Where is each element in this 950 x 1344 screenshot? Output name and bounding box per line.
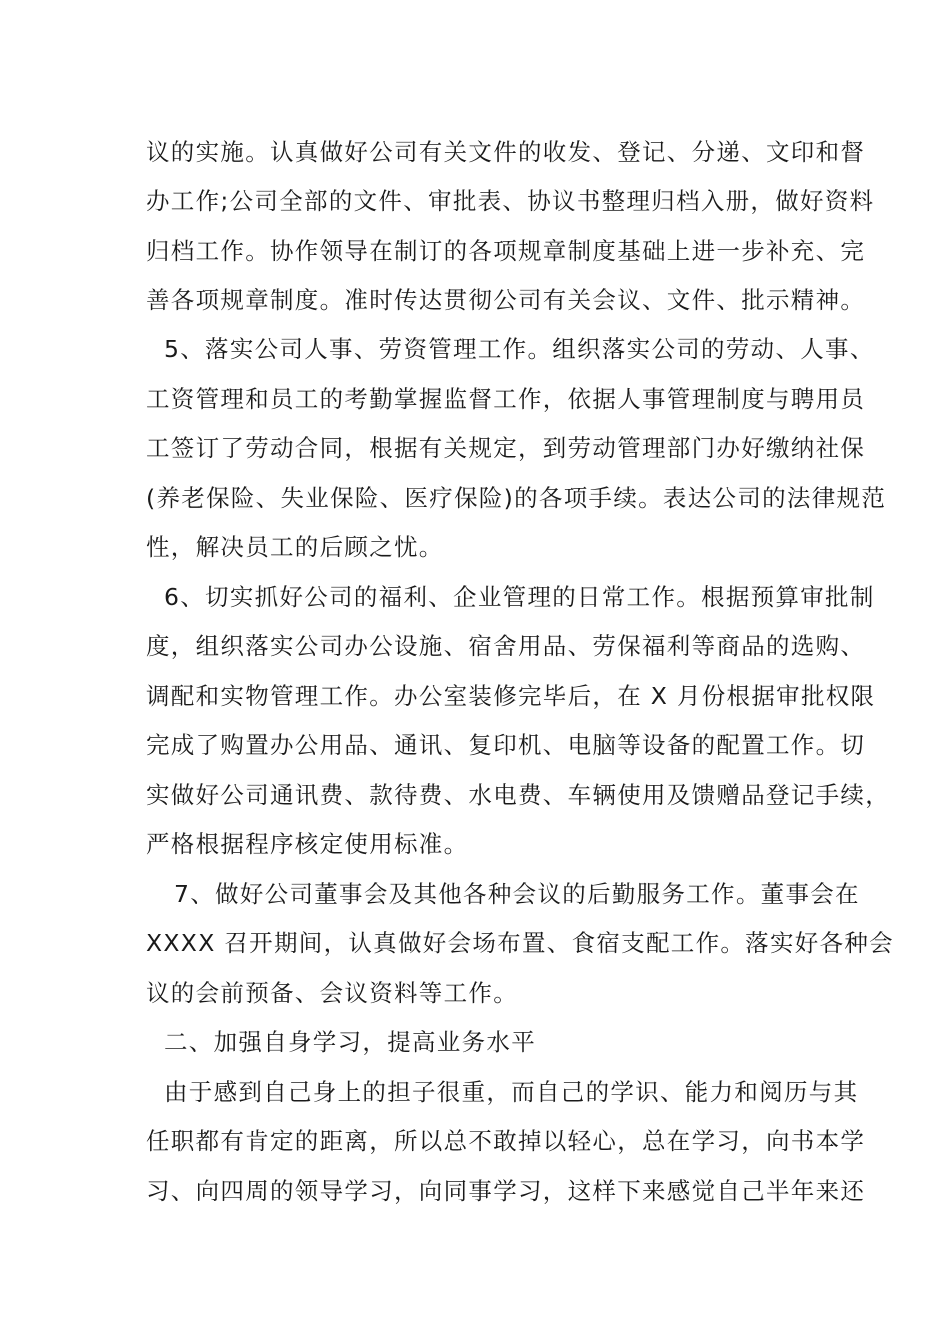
text-line: 议的会前预备、会议资料等工作。 <box>146 979 518 1007</box>
text-line: 实做好公司通讯费、款待费、水电费、车辆使用及馈赠品登记手续， <box>146 781 890 809</box>
text-line: 任职都有肯定的距离，所以总不敢掉以轻心，总在学习，向书本学 <box>146 1127 866 1155</box>
text-line: 习、向四周的领导学习，向同事学习，这样下来感觉自己半年来还 <box>146 1177 866 1205</box>
text-line: 议的实施。认真做好公司有关文件的收发、登记、分递、文印和督 <box>146 138 866 166</box>
section-heading: 二、加强自身学习，提高业务水平 <box>164 1028 536 1056</box>
text-line: 工签订了劳动合同，根据有关规定，到劳动管理部门办好缴纳社保 <box>146 434 866 462</box>
text-line: 严格根据程序核定使用标准。 <box>146 830 469 858</box>
text-line: 性，解决员工的后顾之忧。 <box>146 533 444 561</box>
text-line: 调配和实物管理工作。办公室装修完毕后，在 X 月份根据审批权限 <box>146 682 876 710</box>
text-line: 归档工作。协作领导在制订的各项规章制度基础上进一步补充、完 <box>146 237 866 265</box>
paragraph-first-line: 6、切实抓好公司的福利、企业管理的日常工作。根据预算审批制 <box>164 583 875 611</box>
text-line: 度，组织落实公司办公设施、宿舍用品、劳保福利等商品的选购、 <box>146 632 866 660</box>
text-line: 办工作;公司全部的文件、审批表、协议书整理归档入册，做好资料 <box>146 187 875 215</box>
text-line: XXXX 召开期间，认真做好会场布置、食宿支配工作。落实好各种会 <box>146 929 894 957</box>
text-line: 工资管理和员工的考勤掌握监督工作，依据人事管理制度与聘用员 <box>146 385 866 413</box>
text-line: 完成了购置办公用品、通讯、复印机、电脑等设备的配置工作。切 <box>146 731 866 759</box>
text-line: (养老保险、失业保险、医疗保险)的各项手续。表达公司的法律规范 <box>146 484 887 512</box>
paragraph-first-line: 5、落实公司人事、劳资管理工作。组织落实公司的劳动、人事、 <box>164 335 875 363</box>
paragraph-first-line: 由于感到自己身上的担子很重，而自己的学识、能力和阅历与其 <box>164 1078 859 1106</box>
text-line: 善各项规章制度。准时传达贯彻公司有关会议、文件、批示精神。 <box>146 286 866 314</box>
paragraph-first-line: 7、做好公司董事会及其他各种会议的后勤服务工作。董事会在 <box>174 880 860 908</box>
